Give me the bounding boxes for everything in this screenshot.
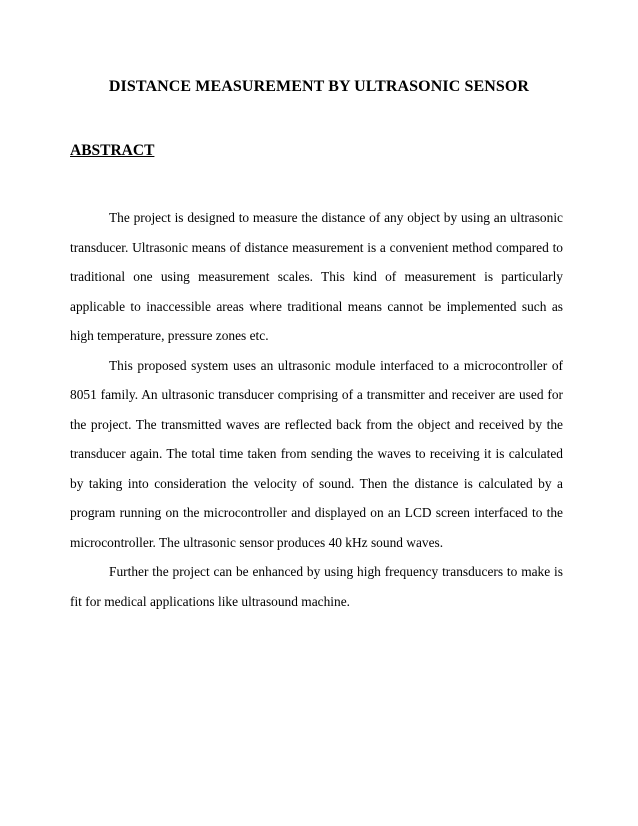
abstract-paragraph-1: The project is designed to measure the distance of any object by using an ultrasonic transducer. Ultrasonic means of distance measurement is a convenient method compared to traditional one using measurement scales. This kind of measurement is particularly applicable to inaccessible areas where traditional means cannot be implemented such as high temperature, pressure zones etc.: [70, 210, 563, 343]
abstract-paragraph-2: This proposed system uses an ultrasonic module interfaced to a microcontroller of 8051 family. An ultrasonic transducer comprising of a transmitter and receiver are used for the project. The transmitted waves are reflected back from the object and received by the transducer again. The total time taken from sending the waves to receiving it is calculated by taking into consideration the velocity of sound. Then the distance is calculated by a program running on the microcontroller and displayed on an LCD screen interfaced to the microcontroller. The ultrasonic sensor produces 40 kHz sound waves.: [70, 357, 563, 550]
abstract-body: [70, 203, 563, 616]
section-heading-abstract: ABSTRACT: [70, 142, 155, 159]
document-title: DISTANCE MEASUREMENT BY ULTRASONIC SENSOR: [108, 78, 530, 95]
abstract-paragraph-3: Further the project can be enhanced by using high frequency transducers to make is fit for medical applications like ultrasound machine.: [70, 564, 563, 609]
